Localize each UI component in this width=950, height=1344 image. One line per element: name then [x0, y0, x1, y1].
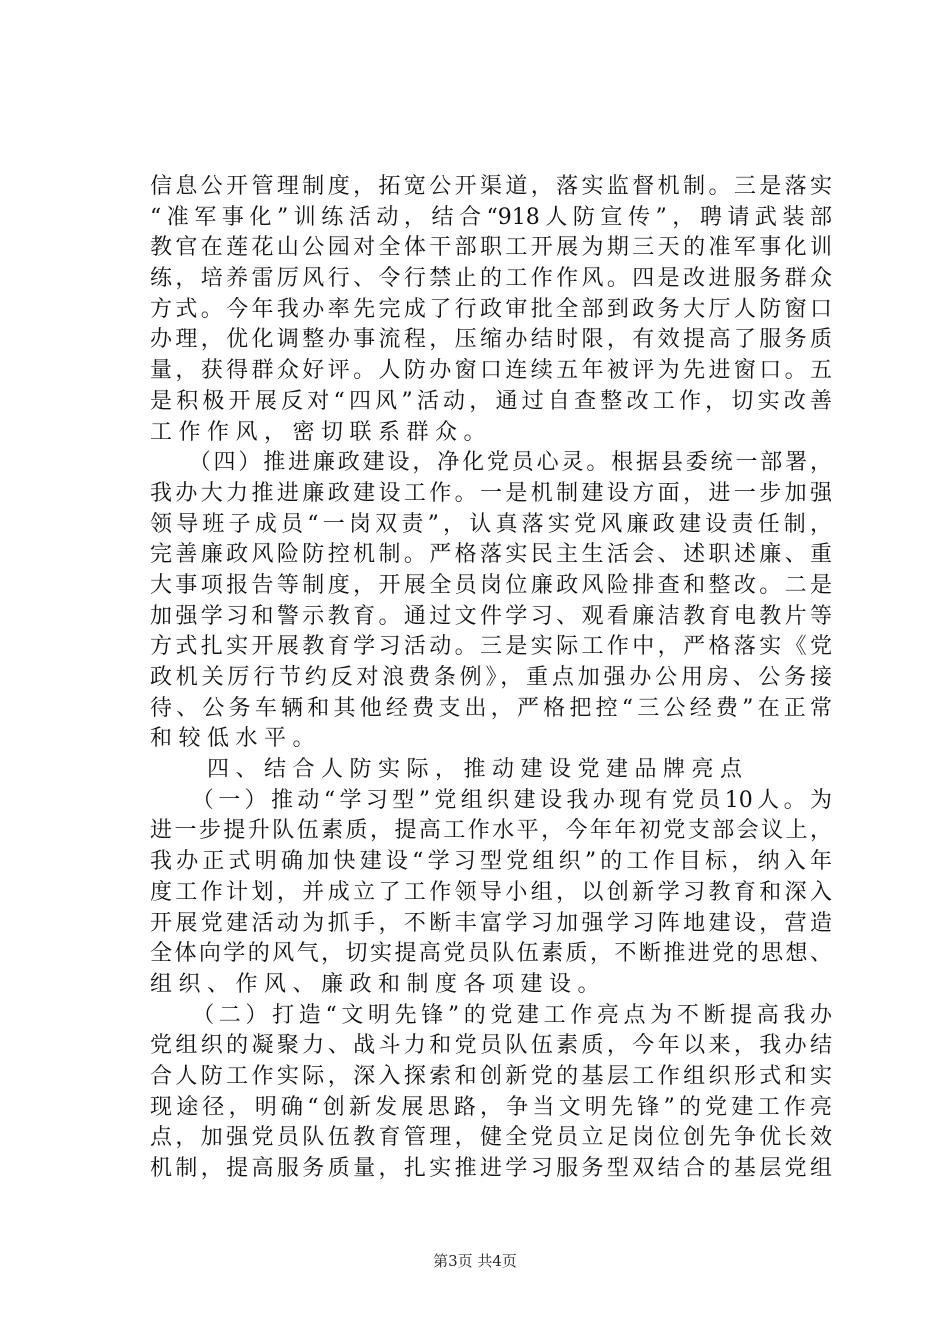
document-body — [150, 172, 832, 1185]
text-line: 信息公开管理制度，拓宽公开渠道，落实监督机制。三是落实 — [150, 174, 832, 199]
text-line: 待、公务车辆和其他经费支出，严格把控“三公经费”在正常 — [150, 695, 832, 721]
text-line: 方式。今年我办率先完成了行政审批全部到政务大厅人防窗口 — [150, 296, 832, 322]
text-line: 教官在莲花山公园对全体干部职工开展为期三天的准军事化训 — [150, 235, 832, 261]
text-line: 进一步提升队伍素质，提高工作水平，今年年初党支部会议上， — [150, 818, 832, 844]
text-line: 量，获得群众好评。人防办窗口连续五年被评为先进窗口。五 — [150, 358, 832, 384]
text-line: 方式扎实开展教育学习活动。三是实际工作中，严格落实《党 — [150, 634, 832, 660]
text-line: （四）推进廉政建设，净化党员心灵。根据县委统一部署， — [150, 450, 832, 476]
text-line: 领导班子成员“一岗双责”，认真落实党风廉政建设责任制， — [150, 511, 832, 537]
text-line: （一）推动“学习型”党组织建设我办现有党员10人。为 — [150, 787, 832, 813]
text-line: 办理，优化调整办事流程，压缩办结时限，有效提高了服务质 — [150, 327, 832, 353]
text-line: “准军事化”训练活动，结合“918人防宣传”，聘请武装部 — [150, 204, 832, 230]
page-number-footer: 第3页 共4页 — [433, 1252, 517, 1270]
text-line: 政机关厉行节约反对浪费条例》，重点加强办公用房、公务接 — [150, 665, 832, 690]
text-line: 党组织的凝聚力、战斗力和党员队伍素质，今年以来，我办结 — [150, 1033, 832, 1059]
text-line: 我办正式明确加快建设“学习型党组织”的工作目标，纳入年 — [150, 849, 832, 875]
text-line: 开展党建活动为抓手，不断丰富学习加强学习阵地建设，营造 — [150, 910, 832, 936]
text-line: 全体向学的风气，切实提高党员队伍素质，不断推进党的思想、 — [150, 941, 832, 967]
text-line: （二）打造“文明先锋”的党建工作亮点为不断提高我办 — [150, 1002, 832, 1028]
text-line: 机制，提高服务质量，扎实推进学习服务型双结合的基层党组 — [150, 1156, 832, 1181]
text-line: 现途径，明确“创新发展思路，争当文明先锋”的党建工作亮 — [150, 1094, 832, 1120]
text-line: 和较低水平。 — [150, 726, 322, 752]
text-line: 点，加强党员队伍教育管理，健全党员立足岗位创先争优长效 — [150, 1125, 832, 1151]
text-line: 是积极开展反对“四风”活动，通过自查整改工作，切实改善 — [150, 388, 832, 414]
text-line: 组织、作风、廉政和制度各项建设。 — [150, 971, 607, 997]
text-line: 大事项报告等制度，开展全员岗位廉政风险排查和整改。二是 — [150, 572, 832, 598]
text-line: 练，培养雷厉风行、令行禁止的工作作风。四是改进服务群众 — [150, 266, 832, 292]
text-line: 度工作计划，并成立了工作领导小组，以创新学习教育和深入 — [150, 879, 832, 905]
text-line: 合人防工作实际，深入探索和创新党的基层工作组织形式和实 — [150, 1063, 832, 1089]
text-line: 加强学习和警示教育。通过文件学习、观看廉洁教育电教片等 — [150, 603, 832, 629]
text-line: 我办大力推进廉政建设工作。一是机制建设方面，进一步加强 — [150, 480, 832, 506]
text-line: 完善廉政风险防控机制。严格落实民主生活会、述职述廉、重 — [150, 542, 832, 568]
text-line: 工作作风，密切联系群众。 — [150, 419, 493, 445]
text-line: 四、结合人防实际，推动建设党建品牌亮点 — [150, 757, 749, 783]
